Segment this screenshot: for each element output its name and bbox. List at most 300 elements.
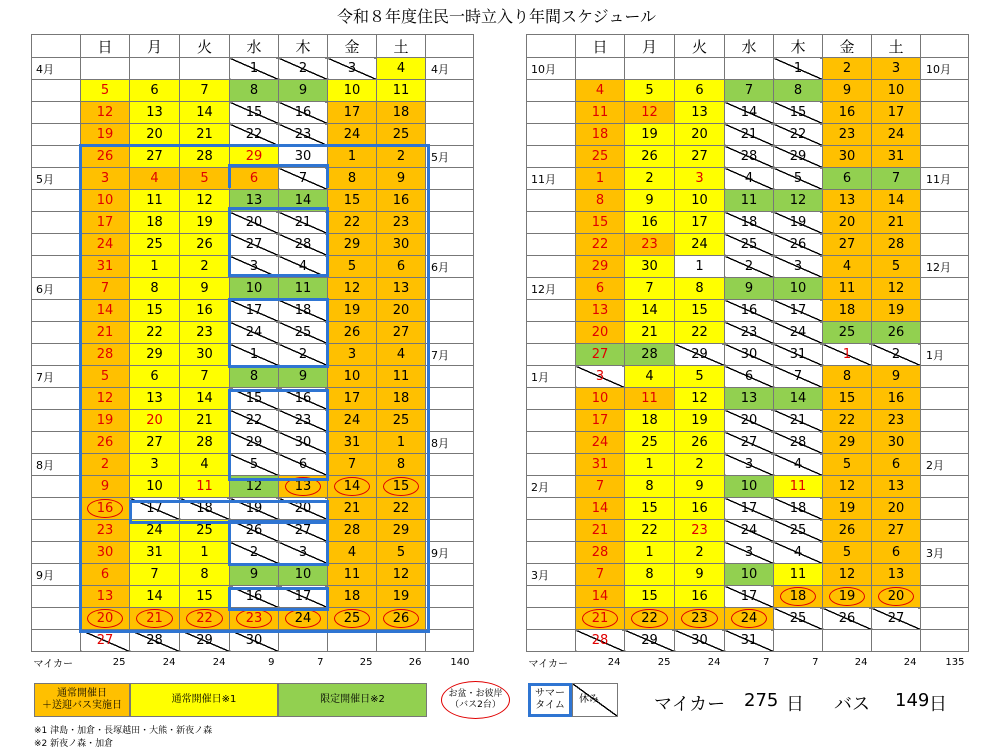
day-cell: 23 <box>872 410 921 432</box>
day-cell: 17 <box>872 102 921 124</box>
day-cell: 23 <box>81 520 130 542</box>
day-cell: 5 <box>81 366 130 388</box>
month-label-right <box>426 564 474 586</box>
legend-orange: 通常開催日 ＋送迎バス実施日 <box>34 683 130 717</box>
day-cell: 31 <box>725 630 774 652</box>
day-cell: 1 <box>774 58 823 80</box>
week-row <box>527 278 969 300</box>
month-label-right: 1月 <box>921 344 969 366</box>
week-row <box>527 58 969 80</box>
day-cell: 16 <box>625 212 675 234</box>
day-cell: 22 <box>180 608 230 630</box>
day-cell: 2 <box>279 58 328 80</box>
month-label-left <box>32 146 81 168</box>
day-cell <box>328 630 377 652</box>
week-row <box>527 124 969 146</box>
day-cell: 29 <box>180 630 230 652</box>
day-cell: 24 <box>576 432 625 454</box>
day-cell: 26 <box>328 322 377 344</box>
day-cell: 29 <box>328 234 377 256</box>
month-label-right <box>921 410 969 432</box>
day-cell <box>377 630 426 652</box>
day-cell: 3 <box>725 454 774 476</box>
day-cell: 27 <box>130 146 180 168</box>
week-row <box>32 454 474 476</box>
totals-cell: 7 <box>763 656 770 668</box>
calendar-second-half <box>526 34 969 672</box>
day-cell: 15 <box>625 498 675 520</box>
month-label-right <box>921 80 969 102</box>
day-cell: 25 <box>279 322 328 344</box>
day-cell: 8 <box>774 80 823 102</box>
day-cell: 30 <box>725 344 774 366</box>
month-label-left <box>32 432 81 454</box>
week-row <box>527 322 969 344</box>
day-cell: 11 <box>774 476 823 498</box>
week-row <box>32 586 474 608</box>
month-label-left <box>527 630 576 652</box>
day-cell: 30 <box>872 432 921 454</box>
day-cell: 13 <box>872 476 921 498</box>
day-cell: 21 <box>180 124 230 146</box>
day-cell: 2 <box>625 168 675 190</box>
day-cell: 3 <box>725 542 774 564</box>
day-cell: 25 <box>328 608 377 630</box>
day-cell: 26 <box>823 520 872 542</box>
day-cell: 19 <box>81 410 130 432</box>
day-cell: 10 <box>328 366 377 388</box>
day-cell: 9 <box>377 168 426 190</box>
day-cell: 6 <box>725 366 774 388</box>
day-cell: 9 <box>675 476 725 498</box>
month-label-left: 6月 <box>32 278 81 300</box>
month-label-right <box>426 520 474 542</box>
day-cell: 6 <box>675 80 725 102</box>
day-cell <box>81 58 130 80</box>
day-cell: 7 <box>625 278 675 300</box>
month-label-left <box>32 630 81 652</box>
month-label-left <box>527 542 576 564</box>
day-cell: 8 <box>230 80 279 102</box>
month-label-right <box>921 146 969 168</box>
day-cell: 30 <box>81 542 130 564</box>
month-label-right <box>426 168 474 190</box>
month-label-right <box>921 124 969 146</box>
month-label-right: 2月 <box>921 454 969 476</box>
day-cell <box>576 58 625 80</box>
legend-off-day: 休み <box>572 683 618 717</box>
day-cell: 5 <box>625 80 675 102</box>
weekday-header: 月 <box>625 35 675 58</box>
day-cell: 16 <box>230 586 279 608</box>
week-row <box>527 212 969 234</box>
day-cell: 22 <box>576 234 625 256</box>
day-cell: 2 <box>180 256 230 278</box>
day-cell: 15 <box>377 476 426 498</box>
day-cell: 4 <box>774 454 823 476</box>
day-cell: 1 <box>625 454 675 476</box>
day-cell: 23 <box>725 322 774 344</box>
day-cell: 21 <box>130 608 180 630</box>
day-cell: 24 <box>725 608 774 630</box>
week-row <box>32 608 474 630</box>
day-cell: 22 <box>774 124 823 146</box>
month-label-left <box>527 256 576 278</box>
day-cell: 19 <box>328 300 377 322</box>
day-cell: 2 <box>230 542 279 564</box>
day-cell: 7 <box>328 454 377 476</box>
summary-bus-days: 149 <box>895 690 930 711</box>
day-cell: 17 <box>675 212 725 234</box>
month-label-right: 3月 <box>921 542 969 564</box>
month-label-left <box>527 212 576 234</box>
week-row <box>32 388 474 410</box>
day-cell: 22 <box>823 410 872 432</box>
day-cell: 7 <box>180 80 230 102</box>
month-label-right <box>426 586 474 608</box>
week-row <box>32 630 474 652</box>
month-label-right <box>921 586 969 608</box>
day-cell: 17 <box>725 586 774 608</box>
month-label-right <box>426 630 474 652</box>
day-cell: 30 <box>625 256 675 278</box>
day-cell: 11 <box>576 102 625 124</box>
day-cell: 4 <box>377 58 426 80</box>
day-cell: 12 <box>328 278 377 300</box>
month-label-right: 4月 <box>426 58 474 80</box>
month-label-right <box>426 454 474 476</box>
day-cell: 23 <box>625 234 675 256</box>
day-cell: 18 <box>774 586 823 608</box>
day-cell: 6 <box>823 168 872 190</box>
month-label-left <box>32 586 81 608</box>
day-cell: 18 <box>377 102 426 124</box>
day-cell: 25 <box>130 234 180 256</box>
week-row <box>32 256 474 278</box>
day-cell: 4 <box>377 344 426 366</box>
day-cell: 26 <box>180 234 230 256</box>
day-cell: 15 <box>675 300 725 322</box>
day-cell: 6 <box>230 168 279 190</box>
day-cell: 28 <box>130 630 180 652</box>
day-cell: 1 <box>377 432 426 454</box>
day-cell: 27 <box>81 630 130 652</box>
day-cell: 12 <box>180 190 230 212</box>
header-blank <box>921 35 969 58</box>
day-cell: 5 <box>823 454 872 476</box>
weekday-header: 火 <box>180 35 230 58</box>
day-cell: 31 <box>872 146 921 168</box>
day-cell: 10 <box>130 476 180 498</box>
day-cell: 6 <box>576 278 625 300</box>
day-cell: 3 <box>328 344 377 366</box>
day-cell: 9 <box>872 366 921 388</box>
day-cell: 3 <box>872 58 921 80</box>
week-row <box>32 234 474 256</box>
day-cell: 27 <box>872 520 921 542</box>
day-cell: 13 <box>130 388 180 410</box>
day-cell: 22 <box>328 212 377 234</box>
totals-cell: 7 <box>812 656 819 668</box>
day-cell: 29 <box>576 256 625 278</box>
day-cell: 20 <box>130 410 180 432</box>
day-cell <box>872 630 921 652</box>
day-cell: 2 <box>823 58 872 80</box>
week-row <box>32 564 474 586</box>
day-cell: 20 <box>872 498 921 520</box>
footnote-2: ※2 新夜ノ森・加倉 <box>34 739 114 749</box>
day-cell: 28 <box>180 146 230 168</box>
day-cell: 17 <box>328 102 377 124</box>
day-cell: 30 <box>230 630 279 652</box>
day-cell: 24 <box>279 608 328 630</box>
day-cell: 4 <box>625 366 675 388</box>
day-cell: 11 <box>130 190 180 212</box>
month-label-left: 4月 <box>32 58 81 80</box>
day-cell: 19 <box>180 212 230 234</box>
month-label-right <box>426 608 474 630</box>
totals-cell: 24 <box>212 656 226 668</box>
day-cell: 21 <box>576 608 625 630</box>
week-row <box>527 234 969 256</box>
month-label-left <box>32 410 81 432</box>
day-cell: 30 <box>823 146 872 168</box>
day-cell: 4 <box>130 168 180 190</box>
day-cell: 24 <box>328 410 377 432</box>
day-cell: 26 <box>81 432 130 454</box>
month-label-right <box>426 388 474 410</box>
month-label-right: 11月 <box>921 168 969 190</box>
month-label-left <box>32 476 81 498</box>
day-cell: 11 <box>377 366 426 388</box>
month-label-left <box>32 322 81 344</box>
day-cell: 27 <box>130 432 180 454</box>
day-cell: 30 <box>180 344 230 366</box>
week-row <box>527 146 969 168</box>
day-cell: 3 <box>279 542 328 564</box>
day-cell: 1 <box>823 344 872 366</box>
day-cell: 27 <box>279 520 328 542</box>
weekday-header: 日 <box>81 35 130 58</box>
day-cell <box>130 58 180 80</box>
day-cell: 3 <box>774 256 823 278</box>
week-row <box>527 586 969 608</box>
day-cell: 28 <box>81 344 130 366</box>
totals-row <box>32 652 474 673</box>
totals-cell: 24 <box>162 656 176 668</box>
day-cell: 13 <box>130 102 180 124</box>
month-label-right <box>426 190 474 212</box>
day-cell: 14 <box>180 388 230 410</box>
month-label-left <box>527 322 576 344</box>
month-label-left <box>32 344 81 366</box>
day-cell: 28 <box>576 542 625 564</box>
day-cell: 29 <box>230 146 279 168</box>
day-cell <box>675 58 725 80</box>
day-cell: 5 <box>328 256 377 278</box>
day-cell: 5 <box>230 454 279 476</box>
day-cell: 22 <box>625 608 675 630</box>
day-cell: 9 <box>625 190 675 212</box>
weekday-header: 木 <box>279 35 328 58</box>
month-label-right <box>426 476 474 498</box>
day-cell: 23 <box>675 608 725 630</box>
day-cell: 9 <box>279 366 328 388</box>
totals-cell: 9 <box>268 656 275 668</box>
month-label-right <box>426 322 474 344</box>
day-cell: 11 <box>377 80 426 102</box>
day-cell: 30 <box>675 630 725 652</box>
day-cell <box>823 630 872 652</box>
day-cell: 10 <box>725 476 774 498</box>
day-cell: 2 <box>725 256 774 278</box>
day-cell: 3 <box>576 366 625 388</box>
day-cell: 20 <box>230 212 279 234</box>
day-cell: 10 <box>774 278 823 300</box>
day-cell: 7 <box>279 168 328 190</box>
day-cell: 12 <box>81 102 130 124</box>
day-cell: 7 <box>774 366 823 388</box>
day-cell: 19 <box>823 586 872 608</box>
week-row <box>32 168 474 190</box>
day-cell: 20 <box>130 124 180 146</box>
day-cell: 14 <box>872 190 921 212</box>
day-cell: 20 <box>872 586 921 608</box>
day-cell: 6 <box>872 542 921 564</box>
day-cell: 1 <box>230 58 279 80</box>
day-cell: 11 <box>328 564 377 586</box>
day-cell: 21 <box>279 212 328 234</box>
month-label-left <box>527 80 576 102</box>
day-cell: 28 <box>328 520 377 542</box>
month-label-left <box>527 520 576 542</box>
month-label-left: 1月 <box>527 366 576 388</box>
month-label-right <box>426 102 474 124</box>
day-cell: 12 <box>872 278 921 300</box>
month-label-left: 3月 <box>527 564 576 586</box>
month-label-left <box>527 388 576 410</box>
day-cell: 8 <box>625 564 675 586</box>
day-cell: 8 <box>328 168 377 190</box>
week-row <box>32 344 474 366</box>
day-cell: 17 <box>774 300 823 322</box>
day-cell: 18 <box>279 300 328 322</box>
month-label-right <box>426 366 474 388</box>
day-cell: 7 <box>81 278 130 300</box>
day-cell: 18 <box>823 300 872 322</box>
month-label-left <box>32 520 81 542</box>
month-label-left <box>527 586 576 608</box>
summary-car-unit: 日 <box>786 694 804 715</box>
day-cell: 25 <box>625 432 675 454</box>
day-cell: 8 <box>130 278 180 300</box>
day-cell: 29 <box>230 432 279 454</box>
day-cell: 21 <box>180 410 230 432</box>
month-label-left <box>32 300 81 322</box>
month-label-left <box>527 146 576 168</box>
week-row <box>527 256 969 278</box>
week-row <box>527 300 969 322</box>
month-label-right <box>921 300 969 322</box>
day-cell: 11 <box>625 388 675 410</box>
summary-car-days: 275 <box>744 690 779 711</box>
day-cell: 18 <box>328 586 377 608</box>
day-cell: 28 <box>625 344 675 366</box>
day-cell: 22 <box>230 124 279 146</box>
day-cell: 26 <box>81 146 130 168</box>
day-cell: 13 <box>823 190 872 212</box>
header-blank <box>527 35 576 58</box>
day-cell: 26 <box>872 322 921 344</box>
week-row <box>32 212 474 234</box>
month-label-right <box>426 234 474 256</box>
month-label-left: 5月 <box>32 168 81 190</box>
day-cell: 2 <box>377 146 426 168</box>
day-cell: 26 <box>774 234 823 256</box>
day-cell: 28 <box>725 146 774 168</box>
month-label-right <box>921 520 969 542</box>
week-row <box>527 102 969 124</box>
day-cell: 12 <box>823 564 872 586</box>
day-cell: 21 <box>328 498 377 520</box>
month-label-left <box>32 388 81 410</box>
day-cell: 2 <box>675 542 725 564</box>
month-label-left <box>527 124 576 146</box>
day-cell: 19 <box>872 300 921 322</box>
day-cell: 12 <box>625 102 675 124</box>
weekday-header: 金 <box>823 35 872 58</box>
day-cell: 23 <box>675 520 725 542</box>
day-cell: 19 <box>377 586 426 608</box>
day-cell: 28 <box>180 432 230 454</box>
day-cell: 8 <box>675 278 725 300</box>
day-cell: 13 <box>675 102 725 124</box>
month-label-left: 2月 <box>527 476 576 498</box>
month-label-right <box>921 366 969 388</box>
day-cell: 2 <box>279 344 328 366</box>
day-cell: 7 <box>872 168 921 190</box>
day-cell: 29 <box>377 520 426 542</box>
month-label-right: 9月 <box>426 542 474 564</box>
month-label-right <box>921 278 969 300</box>
day-cell: 16 <box>872 388 921 410</box>
day-cell: 24 <box>81 234 130 256</box>
day-cell: 7 <box>576 564 625 586</box>
day-cell: 10 <box>230 278 279 300</box>
day-cell: 17 <box>279 586 328 608</box>
day-cell: 6 <box>81 564 130 586</box>
summary-bus-unit: 日 <box>929 694 947 715</box>
day-cell: 1 <box>625 542 675 564</box>
day-cell: 19 <box>675 410 725 432</box>
day-cell: 22 <box>130 322 180 344</box>
day-cell: 9 <box>230 564 279 586</box>
month-label-right: 6月 <box>426 256 474 278</box>
day-cell: 9 <box>81 476 130 498</box>
day-cell: 31 <box>328 432 377 454</box>
day-cell: 28 <box>872 234 921 256</box>
week-row <box>527 454 969 476</box>
week-row <box>32 542 474 564</box>
day-cell: 9 <box>725 278 774 300</box>
month-label-left <box>32 256 81 278</box>
day-cell: 4 <box>180 454 230 476</box>
day-cell: 31 <box>130 542 180 564</box>
day-cell: 24 <box>675 234 725 256</box>
day-cell: 8 <box>180 564 230 586</box>
week-row <box>527 432 969 454</box>
month-label-left: 12月 <box>527 278 576 300</box>
